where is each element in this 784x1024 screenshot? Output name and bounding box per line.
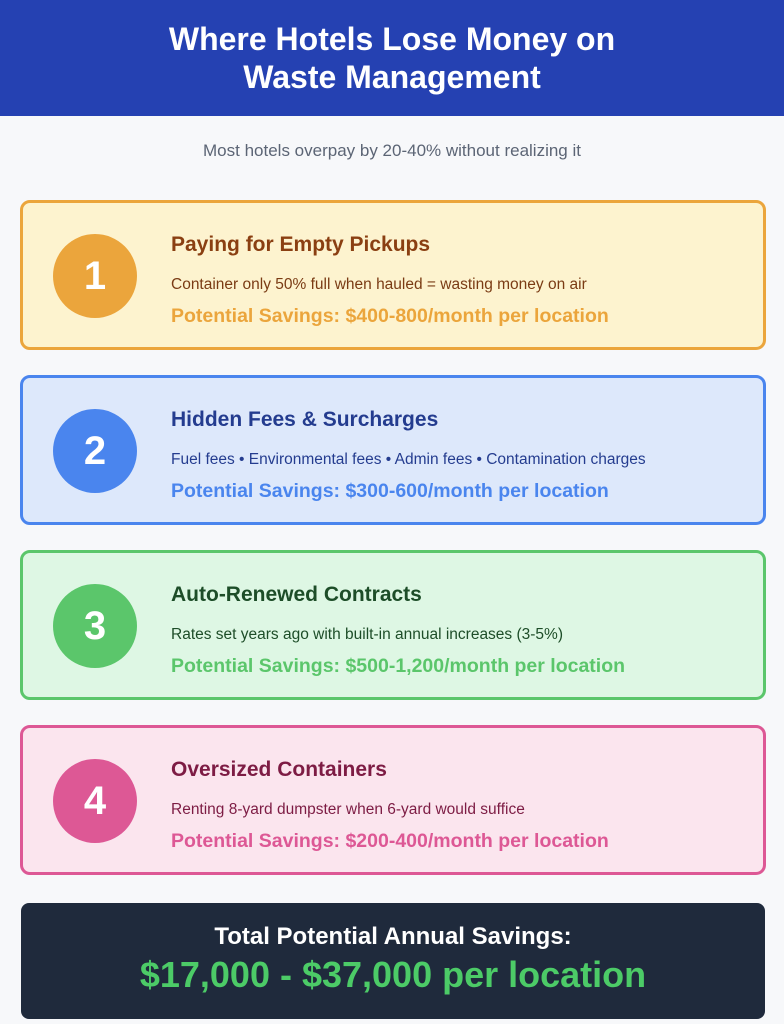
card-savings: Potential Savings: $300-600/month per location	[171, 480, 609, 502]
card-savings: Potential Savings: $500-1,200/month per location	[171, 655, 626, 677]
card-savings: Potential Savings: $400-800/month per location	[171, 305, 609, 327]
card-savings: Potential Savings: $200-400/month per location	[171, 830, 609, 852]
card-empty-pickups	[20, 200, 766, 350]
card-hidden-fees	[20, 375, 766, 525]
total-savings-panel	[21, 903, 765, 1019]
card-description: Renting 8-yard dumpster when 6-yard would suffice	[171, 801, 525, 818]
card-oversized-containers	[20, 725, 766, 875]
header-banner	[0, 0, 784, 116]
page-subtitle: Most hotels overpay by 20-40% without realizing it	[203, 141, 581, 160]
number-badge: 4	[53, 759, 137, 843]
card-title: Auto-Renewed Contracts	[171, 583, 422, 606]
number-badge: 3	[53, 584, 137, 668]
card-description: Fuel fees • Environmental fees • Admin fees • Contamination charges	[171, 451, 646, 468]
card-description: Container only 50% full when hauled = wasting money on air	[171, 276, 587, 293]
card-auto-renewed-contracts	[20, 550, 766, 700]
total-amount: $17,000 - $37,000 per location	[139, 954, 647, 995]
card-description: Rates set years ago with built-in annual increases (3-5%)	[171, 626, 563, 643]
card-title: Hidden Fees & Surcharges	[171, 408, 439, 431]
card-title: Paying for Empty Pickups	[171, 233, 431, 256]
number-badge: 2	[53, 409, 137, 493]
page-title: Where Hotels Lose Money on Waste Management	[168, 21, 616, 95]
total-label: Total Potential Annual Savings:	[214, 923, 572, 950]
number-badge: 1	[53, 234, 137, 318]
card-title: Oversized Containers	[171, 758, 387, 781]
